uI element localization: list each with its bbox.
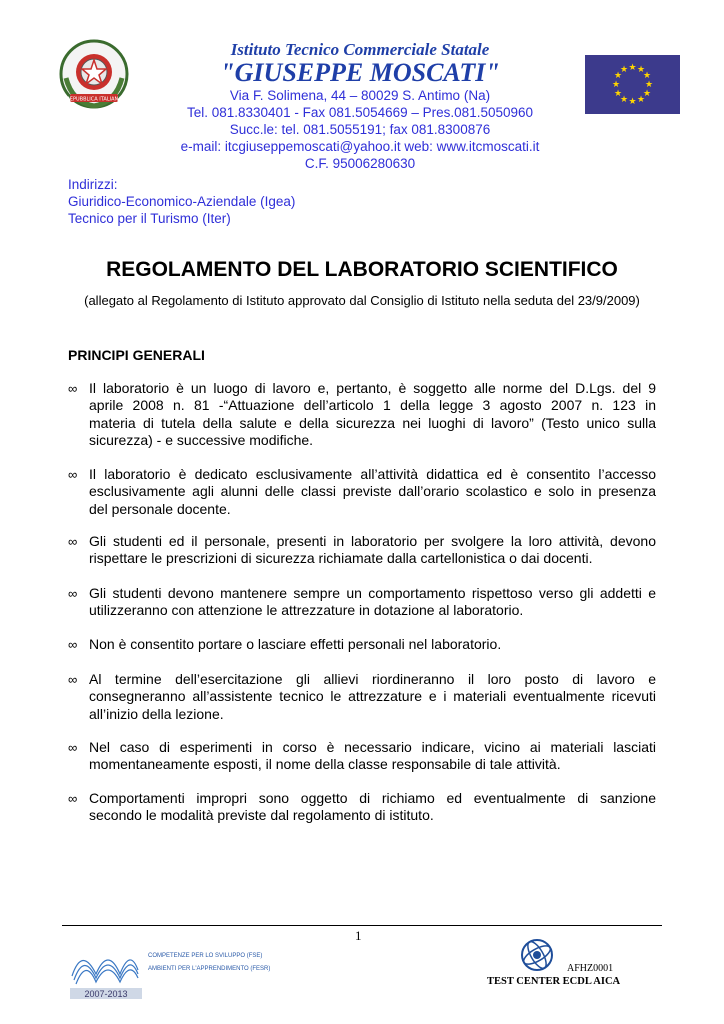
svg-text:★: ★ <box>642 89 652 99</box>
rule-line: Il laboratorio è dedicato esclusivamente all’attività didattica ed è consentito l’accesso <box>89 466 656 482</box>
rule-line: Comportamenti impropri sono oggetto di richiamo ed eventualmente di sanzione <box>89 790 656 806</box>
infinity-bullet-icon: ∞ <box>68 791 78 806</box>
italian-republic-emblem <box>58 38 130 110</box>
fse-line-1: COMPETENZE PER LO SVILUPPO (FSE) <box>148 953 263 959</box>
document-subtitle: (allegato al Regolamento di Istituto approvato dal Consiglio di Istituto nella seduta del 23/9/2009) <box>84 293 640 308</box>
svg-text:★: ★ <box>628 97 637 107</box>
indirizzi-item: Giuridico-Economico-Aziendale (Igea) <box>68 194 296 209</box>
school-name: "GIUSEPPE MOSCATI" <box>220 58 500 87</box>
tax-code: C.F. 95006280630 <box>304 156 416 171</box>
rule-line: del personale docente. <box>89 500 231 517</box>
indirizzi-item: Tecnico per il Turismo (Iter) <box>68 211 231 226</box>
school-address: Via F. Solimena, 44 – 80029 S. Antimo (Na) <box>229 88 491 103</box>
rule-line: consegneranno all’assistente tecnico le attrezzature e i materiali eventualmente ricevuti <box>89 688 656 705</box>
rule-line: all’inizio della lezione. <box>89 705 224 722</box>
page-number: 1 <box>355 928 362 943</box>
rule-line: utilizzeranno con attenzione le attrezzature in dotazione al laboratorio. <box>89 602 524 619</box>
rule-line: Non è consentito portare o lasciare effetti personali nel laboratorio. <box>89 636 502 652</box>
branch-contacts: Succ.le: tel. 081.5055191; fax 081.8300876 <box>229 122 491 137</box>
rule-line: rispettare le prescrizioni di sicurezza richiamate dalla cartellonistica o dai docenti. <box>89 550 593 567</box>
rule-line: Al termine dell’esercitazione gli allievi riordineranno il loro posto di lavoro e <box>89 671 656 687</box>
rule-line: momentaneamente esposti, il nome della classe responsabile di tale attività. <box>89 756 561 773</box>
svg-text:★: ★ <box>636 95 646 105</box>
svg-text:★: ★ <box>644 80 654 90</box>
test-center-label: TEST CENTER ECDL AICA <box>487 976 621 987</box>
svg-text:★: ★ <box>619 95 629 105</box>
infinity-bullet-icon: ∞ <box>68 534 78 549</box>
svg-text:★: ★ <box>619 65 629 75</box>
svg-text:★: ★ <box>636 65 646 75</box>
rule-line: Nel caso di esperimenti in corso è necessario indicare, vicino ai materiali lasciati <box>89 739 656 755</box>
rule-line: aprile 2008 n. 81 -“Attuazione dell’articolo 1 della legge 3 agosto 2007 n. 123 in <box>89 397 656 414</box>
fse-pon-logo <box>68 940 283 1000</box>
infinity-bullet-icon: ∞ <box>68 740 78 755</box>
section-title: PRINCIPI GENERALI <box>68 347 205 363</box>
svg-text:★: ★ <box>642 71 652 81</box>
infinity-bullet-icon: ∞ <box>68 672 78 687</box>
rule-line: Il laboratorio è un luogo di lavoro e, pertanto, è soggetto alle norme del D.Lgs. del 9 <box>89 380 656 396</box>
infinity-bullet-icon: ∞ <box>68 467 78 482</box>
emblem-label: REPUBBLICA ITALIANA <box>66 96 122 103</box>
infinity-bullet-icon: ∞ <box>68 637 78 652</box>
rule-line: Gli studenti devono mantenere sempre un comportamento rispettoso verso gli addetti e <box>89 585 656 601</box>
school-phones: Tel. 081.8330401 - Fax 081.5054669 – Pres.081.5050960 <box>186 105 534 120</box>
rule-line: esclusivamente agli alunni delle classi previste dall’orario scolastico e solo in presenza <box>89 483 656 500</box>
email-web-line: e-mail: itcgiuseppemoscati@yahoo.it web: www.itcmoscati.it <box>180 139 540 154</box>
footer-divider <box>62 925 662 926</box>
svg-text:★: ★ <box>613 89 623 99</box>
indirizzi-heading: Indirizzi: <box>68 177 118 192</box>
document-title: REGOLAMENTO DEL LABORATORIO SCIENTIFICO <box>106 258 618 281</box>
ecdl-globe-icon <box>520 938 554 972</box>
eu-stars-icon <box>585 55 680 114</box>
svg-text:★: ★ <box>611 80 621 90</box>
fse-line-2: AMBIENTI PER L'APPRENDIMENTO (FESR) <box>148 966 271 972</box>
fse-years: 2007-2013 <box>84 989 128 999</box>
rule-line: sicurezza) - e successive modifiche. <box>89 432 314 449</box>
svg-text:★: ★ <box>628 63 637 73</box>
infinity-bullet-icon: ∞ <box>68 381 78 396</box>
infinity-bullet-icon: ∞ <box>68 586 78 601</box>
rule-line: secondo le modalità previste dal regolamento di istituto. <box>89 807 434 824</box>
svg-text:★: ★ <box>613 71 623 81</box>
rule-line: materia di tutela della salute e della sicurezza nei luoghi di lavoro” (Testo unico sulla <box>89 414 656 431</box>
school-type: Istituto Tecnico Commerciale Statale <box>230 40 490 59</box>
rule-line: Gli studenti ed il personale, presenti in laboratorio per svolgere la loro attività, devono <box>89 533 656 549</box>
ecdl-code: AFHZ0001 <box>567 963 614 974</box>
eu-flag <box>585 55 680 114</box>
